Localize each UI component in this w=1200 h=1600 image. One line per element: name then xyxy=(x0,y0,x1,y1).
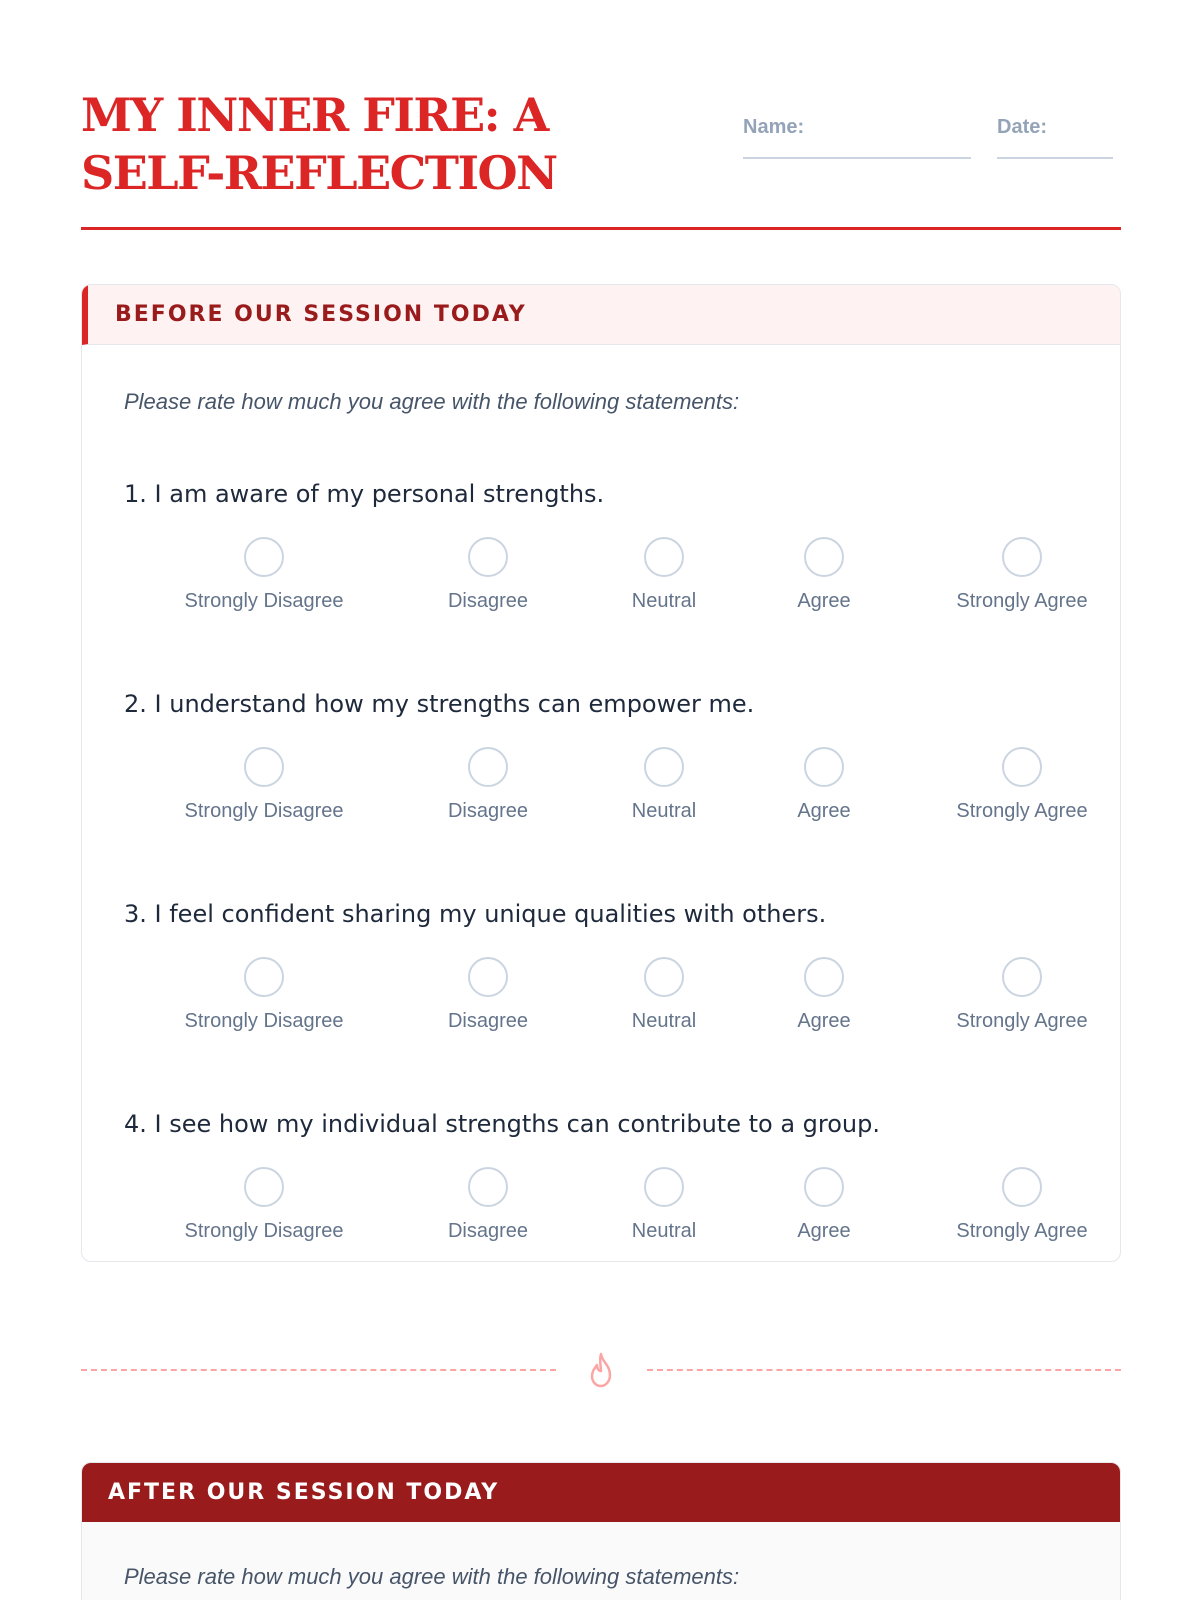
rating-option-label: Agree xyxy=(797,1220,851,1242)
rating-option-label: Strongly Disagree xyxy=(184,590,344,612)
radio-button[interactable] xyxy=(468,747,508,787)
radio-button[interactable] xyxy=(244,1167,284,1207)
date-label: Date: xyxy=(997,116,1048,138)
before-section-body xyxy=(82,345,1120,1255)
radio-button[interactable] xyxy=(1002,747,1042,787)
rating-option[interactable] xyxy=(714,735,934,823)
before-session-card xyxy=(81,284,1121,1262)
name-label: Name: xyxy=(743,116,805,138)
rating-option-label: Strongly Agree xyxy=(956,590,1088,612)
rating-option-label: Agree xyxy=(797,800,851,822)
after-section-title: AFTER OUR SESSION TODAY xyxy=(108,1480,500,1505)
flame-icon xyxy=(585,1350,617,1390)
question-text: 2. I understand how my strengths can empower me. xyxy=(124,690,755,718)
rating-option-label: Agree xyxy=(797,1010,851,1032)
radio-button[interactable] xyxy=(1002,957,1042,997)
radio-button[interactable] xyxy=(244,537,284,577)
radio-button[interactable] xyxy=(244,747,284,787)
radio-button[interactable] xyxy=(804,957,844,997)
radio-button[interactable] xyxy=(644,1167,684,1207)
after-section-header xyxy=(82,1463,1120,1522)
question-text: 3. I feel confident sharing my unique qualities with others. xyxy=(124,900,827,928)
rating-option-label: Strongly Disagree xyxy=(184,1220,344,1242)
radio-button[interactable] xyxy=(1002,537,1042,577)
rating-option[interactable] xyxy=(714,1155,934,1243)
rating-option[interactable] xyxy=(154,735,374,823)
radio-button[interactable] xyxy=(804,537,844,577)
question-item xyxy=(124,899,1088,1045)
rating-option[interactable] xyxy=(154,525,374,613)
radio-button[interactable] xyxy=(468,537,508,577)
rating-option-label: Neutral xyxy=(631,1010,697,1032)
question-text: 1. I am aware of my personal strengths. xyxy=(124,480,605,508)
date-line[interactable] xyxy=(997,157,1113,159)
rating-option-label: Neutral xyxy=(631,590,697,612)
worksheet-header xyxy=(81,86,1121,230)
rating-scale xyxy=(124,945,1088,1045)
divider-dash-right xyxy=(647,1369,1121,1371)
radio-button[interactable] xyxy=(1002,1167,1042,1207)
rating-option[interactable] xyxy=(714,945,934,1033)
question-text: 4. I see how my individual strengths can contribute to a group. xyxy=(124,1110,880,1138)
after-session-card xyxy=(81,1462,1121,1600)
before-section-header xyxy=(82,285,1120,345)
rating-option[interactable] xyxy=(154,945,374,1033)
rating-option[interactable] xyxy=(912,735,1121,823)
rating-option[interactable] xyxy=(912,945,1121,1033)
before-section-title: BEFORE OUR SESSION TODAY xyxy=(115,302,527,327)
rating-option-label: Strongly Agree xyxy=(956,1220,1088,1242)
radio-button[interactable] xyxy=(644,957,684,997)
rating-option-label: Strongly Disagree xyxy=(184,800,344,822)
after-section-body xyxy=(82,1522,1120,1600)
rating-option-label: Neutral xyxy=(631,800,697,822)
rating-option[interactable] xyxy=(912,1155,1121,1243)
rating-option-label: Agree xyxy=(797,590,851,612)
rating-option-label: Disagree xyxy=(447,1010,529,1032)
before-instruction: Please rate how much you agree with the following statements: xyxy=(124,389,740,414)
question-item xyxy=(124,479,1088,625)
date-field[interactable] xyxy=(997,116,1113,159)
rating-scale xyxy=(124,525,1088,625)
rating-option[interactable] xyxy=(912,525,1121,613)
rating-option-label: Strongly Agree xyxy=(956,1010,1088,1032)
divider-dash-left xyxy=(81,1369,556,1371)
name-field[interactable] xyxy=(743,116,971,159)
question-item xyxy=(124,689,1088,835)
rating-option-label: Disagree xyxy=(447,800,529,822)
question-item xyxy=(124,1109,1088,1255)
radio-button[interactable] xyxy=(468,1167,508,1207)
rating-option-label: Disagree xyxy=(447,590,529,612)
radio-button[interactable] xyxy=(644,537,684,577)
page-title: MY INNER FIRE: A SELF-REFLECTION xyxy=(81,88,557,200)
radio-button[interactable] xyxy=(804,747,844,787)
rating-option[interactable] xyxy=(154,1155,374,1243)
rating-scale xyxy=(124,735,1088,835)
rating-option-label: Strongly Disagree xyxy=(184,1010,344,1032)
rating-scale xyxy=(124,1155,1088,1255)
radio-button[interactable] xyxy=(244,957,284,997)
rating-option-label: Neutral xyxy=(631,1220,697,1242)
after-instruction: Please rate how much you agree with the following statements: xyxy=(124,1564,740,1589)
section-divider xyxy=(81,1350,1121,1390)
radio-button[interactable] xyxy=(644,747,684,787)
rating-option-label: Disagree xyxy=(447,1220,529,1242)
name-line[interactable] xyxy=(743,157,971,159)
radio-button[interactable] xyxy=(468,957,508,997)
radio-button[interactable] xyxy=(804,1167,844,1207)
rating-option[interactable] xyxy=(714,525,934,613)
question-list xyxy=(124,479,1088,1255)
rating-option-label: Strongly Agree xyxy=(956,800,1088,822)
